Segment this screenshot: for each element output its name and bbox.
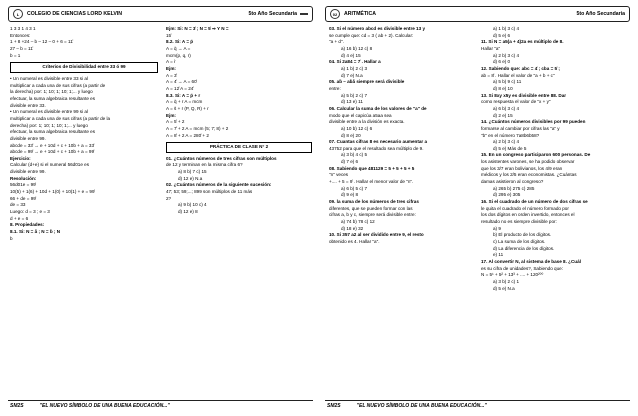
text-line: a) 2 b) 3 c) 4 [493, 139, 520, 145]
text-line: b) El producto de los dígitos. [493, 232, 552, 238]
text-line: a) 1 b) 3 c) 4 [493, 26, 520, 31]
footer-code: SM2S [10, 402, 24, 409]
text-line: A = 3̊ [166, 72, 177, 78]
text-line: a) 74 b) 78 c) 12 [341, 219, 375, 225]
text-line: de = 33 [10, 202, 26, 208]
text-line: A = q̊ → A = [166, 45, 191, 51]
text-line: A = 12̊ A = 24̊ [166, 85, 194, 91]
page-number [300, 13, 308, 15]
text-line: a) 3 b) 2 c) 1 [493, 278, 520, 284]
text-line: d) 7 e) N.a [341, 72, 363, 78]
text-line: damas asistieron al congreso? [481, 179, 544, 185]
text-line: A = 8̊ + 2 A = 280̊ + 2 [166, 132, 209, 138]
text-line: d) 13 e) 11 [341, 99, 363, 105]
right-column-1 [329, 26, 475, 396]
text-line: Ejm: [166, 112, 176, 118]
text-line: PRÁCTICA DE CLASE N° 2 [166, 142, 312, 153]
right-page-footer [325, 400, 630, 410]
text-line: a) 1 b) 2 c) 3 [341, 65, 368, 71]
text-line: Criterios de Divisibilidad entre 33 ó 99 [10, 62, 158, 73]
text-line: A = 7̊ + 2 A = mcm (5; 7; 8) + 2 [166, 125, 229, 131]
text-line: d) 9 e) 8 [341, 192, 359, 198]
text-line: d) 5 e) 6 [493, 32, 511, 38]
text-line: le quita el cuadrado el número formado por [481, 205, 569, 211]
text-line: divisible entre 99. [10, 169, 46, 175]
text-line: ab = 8̊ . Hallar el valor de "a + b + c" [481, 72, 555, 78]
text-line: d) 5 e) N.a [493, 285, 515, 291]
text-line: "a + d". [329, 39, 344, 45]
text-line: 56d01e = 99̊ [10, 182, 36, 188]
text-line: entre: [329, 85, 341, 91]
text-line: a) 10 b) 12 c) 6 [341, 125, 373, 131]
text-line: a) 6 b) 5 c) 7 [341, 185, 368, 191]
text-line: que los 3/7 eran bolivianos, los 4/9 eran [481, 165, 563, 171]
text-line: de 12 y terminan en la misma cifra 6? [166, 162, 243, 168]
text-line: Entonces: [10, 32, 31, 38]
text-line: Ejm: Si: N = 3̊ ; N = 5̊ ⇒ Y N = [166, 26, 229, 31]
text-line: los asistentes varones, se ha podido observar [481, 159, 575, 165]
text-line: 8. Propiedades: [10, 222, 45, 228]
grade-label: 5to Año Secundaria [576, 11, 625, 17]
text-line: se cumple que: cd = 3 ( ab + 2). Calcular: [329, 32, 414, 38]
text-line: a) 3 b) 4 c) 5 [341, 152, 368, 158]
text-line: médicos y los 2/5 eran economistas. ¿Cuántas [481, 172, 577, 178]
text-line: d) 4 e) 15 [341, 52, 361, 58]
text-line: 05. ab̊ – ab̊å siempre será divisible [329, 79, 405, 85]
text-line: Resolución: [10, 175, 37, 181]
left-column-1 [10, 26, 158, 396]
text-line: es su cifra de unidades?, Sabiendo que: [481, 265, 563, 271]
text-line: multiplicar a cada una de sus cifras (a partir de la [10, 115, 111, 121]
text-line: b = 1 [10, 52, 21, 58]
text-line: d) 8 e) 20 [341, 132, 361, 138]
text-line: 06. Calcular la suma de los valores de "a" de [329, 105, 427, 111]
text-line: d) 7 e) 6 [341, 159, 359, 165]
text-line: diferentes, que se pueden formar con las [329, 205, 413, 211]
left-page-header [8, 6, 313, 22]
text-line: c) La suma de los dígitos. [493, 239, 546, 244]
text-line: A = r̊ [166, 59, 176, 65]
text-line: divisible entre 33. [10, 102, 46, 108]
text-line: mcm(p, q, r) [166, 52, 191, 58]
text-line: 2? [166, 195, 172, 201]
text-line: la derecha) por: 1; 10; 1; 10; 1;... y luego [10, 89, 93, 95]
text-line: como respuesta el valor de "x + y" [481, 99, 551, 105]
text-line: a) 16 b) 12 c) 8 [341, 45, 373, 51]
text-line: a) 9 b) 10 c) 4 [178, 202, 207, 208]
footer-slogan: "EL NUEVO SÍMBOLO DE UNA BUENA EDUCACIÓN..." [39, 402, 170, 409]
text-line: e) 11 [493, 252, 504, 258]
text-line: 14. ¿Cuántos números divisibles por 99 pueden [481, 119, 586, 125]
left-page [8, 6, 313, 410]
text-line: efectuar, la suma algebraica resultante es [10, 95, 96, 101]
text-line: Calcular (d+e) si el numeral 56d01e es [10, 162, 90, 168]
text-line: formarse al cambiar por cifras las "a" y [481, 125, 560, 131]
text-line: 15. En un congreso participaron 600 personas. De [481, 152, 591, 158]
text-line: Ejm: [166, 65, 176, 71]
text-line: 01. ¿Cuántos números de tres cifras son múltiplos [166, 155, 277, 161]
text-line: 1 3 3 1 4 3 1 [10, 26, 36, 31]
right-page-header [325, 6, 630, 22]
footer-slogan: "EL NUEVO SÍMBOLO DE UNA BUENA EDUCACIÓN..." [356, 402, 487, 409]
school-logo-icon: L [13, 9, 23, 19]
text-line: 09. la suma de los números de tres cifras [329, 199, 419, 205]
grade-label: 5to Año Secundaria [248, 11, 297, 17]
text-line: divisible entre a la división es exacta. [329, 119, 405, 125]
text-line: d) 295 e) 305 [493, 192, 521, 198]
text-line: d) 2 e) 15 [493, 112, 513, 118]
text-line: d) 6 e) 0 [493, 59, 511, 65]
text-line: 10(5) + 1(6) + 10d + 1(0) + 10(1) + e = 99̊ [10, 189, 95, 195]
page-badge: 02 [330, 9, 340, 19]
text-line: 8.3. Si: A = p̊ + r [166, 92, 201, 98]
text-line: 8.2. Si: A = p̊ [166, 39, 194, 45]
school-name: COLEGIO DE CIENCIAS LORD KELVIN [27, 11, 123, 17]
text-line: 8.1. Si: N = å ; N = b̊ ; N [10, 229, 61, 235]
text-line: a) 8 b) 7 c) 15 [178, 169, 207, 175]
text-line: 43752 para que el resultado sea múltiplo de 9. [329, 145, 424, 151]
text-line: 47; 53; 59;...; 899 son múltiplos de 11 más [166, 189, 253, 195]
text-line: Luego: d = 3 ; e = 3 [10, 209, 50, 215]
text-line: A = s̊ + r (P, Q, R) + r [166, 105, 209, 111]
text-line: N = 5¹ + 5² + 13³ + .... + 120²⁰⁰ [481, 272, 544, 278]
text-line: abcde = 99̊ → e + 10d + c + 10b + a = 99̊ [10, 149, 95, 155]
text-line: Hallar "a" [481, 45, 501, 51]
text-line: d) 8 e) 10 [493, 85, 513, 91]
text-line: modo que el capicúa a5aa sea [329, 112, 392, 118]
text-line: a) 9 [493, 225, 501, 231]
text-line: efectuar, la suma algebraica resultante es [10, 129, 96, 135]
text-line: a) 6 b) 3 c) 4 [493, 105, 520, 111]
text-line: 16. Si el cuadrado de un número de dos cifras se [481, 199, 588, 205]
text-line: d) 5 e) Más de 5 [493, 145, 527, 151]
text-line: derecha) por: 1; 10; 1; 10; 1;... y luego [10, 122, 88, 128]
text-line: 02. ¿Cuántos números de la siguiente sucesión: [166, 182, 272, 188]
text-line: 04. Si 2a84 = 7̊ . Hallar a [329, 59, 381, 65]
text-line: d) La diferencia de los dígitos. [493, 245, 555, 251]
text-line: 15̊ [166, 32, 172, 38]
text-line: cifras a, b y c, siempre será divisible entre: [329, 212, 416, 218]
text-line: 1 + 8 +24 – b – 12 – 0 + 6 = 11̊ [10, 39, 73, 45]
text-line: a) 5 b) 2 c) 7 [341, 92, 368, 98]
text-line: obtenido es 4. Hallar "a". [329, 239, 380, 244]
text-line: "n" veces [329, 172, 349, 178]
text-line: 17. Al convertir N, al sistema de base 8. ¿Cuál [481, 258, 581, 264]
text-line: los dos dígitos en orden invertido, entonces el [481, 212, 575, 218]
text-line: resultado no es siempre divisible por: [481, 219, 557, 225]
text-line: d + e = 6 [10, 215, 29, 221]
footer-code: SM2S [327, 402, 341, 409]
right-column-2 [481, 26, 629, 396]
text-line: Ejercicio: [10, 155, 31, 161]
text-line: d) 18 e) 32 [341, 225, 364, 231]
text-line: • Un numeral es divisible entre 33 si al [10, 75, 88, 81]
text-line: multiplicar a cada una de sus cifras (a partir de [10, 82, 106, 88]
text-line: 13. Si 8xy x5y es divisible entre 88. Dar [481, 92, 567, 98]
text-line: d) 12 e) N.a [178, 175, 203, 181]
text-line: A = q̊ + r A = mcm [166, 99, 203, 105]
right-page [325, 6, 630, 410]
subject-title: ARITMÉTICA [344, 11, 376, 17]
text-line: 08. Sabiendo que 481129 = 5 + 5 + 5 + 5 [329, 165, 415, 171]
text-line: "b" en el número 7a8b6b58? [481, 132, 540, 138]
text-line: divisible entre 99. [10, 135, 46, 141]
text-line: 10. Si 357 a2 al ser dividido entre 9, el resto [329, 232, 424, 238]
text-line: +.... + 5 = 9̊ . Hallar el menor valor de "n". [329, 179, 414, 185]
text-line: a) 2 b) 3 c) 4 [493, 52, 520, 58]
text-line: 12. Sabiendo que: abc = 4̊ ; cba = 5̊ ; [481, 65, 560, 71]
left-page-footer [8, 400, 313, 410]
text-line: A = 5̊ + 2 [166, 119, 185, 125]
text-line: d) 12 e) 8 [178, 209, 198, 215]
text-line: A = 4̊ → A = 60̊ [166, 79, 197, 85]
text-line: 66 + de = 99̊ [10, 195, 36, 201]
text-line: b [10, 235, 13, 241]
text-line: a) 5 b) 9 c) 11 [493, 79, 522, 85]
left-column-2 [166, 26, 312, 396]
text-line: 03. Si el número abcd es divisible entre 13 y [329, 26, 425, 31]
text-line: abcde = 33̊ → e + 10d + c + 10b + a = 33̊ [10, 142, 95, 148]
text-line: 27 – b = 11̊ [10, 45, 33, 51]
text-line: 07. Cuantas cifras 8 es necesario aumentar a [329, 139, 428, 145]
text-line: a) 265 b) 275 c) 285 [493, 185, 535, 191]
text-line: 11. Si N = a5(a + 4)2a es múltiplo de 8. [481, 39, 564, 45]
text-line: • Un numeral es divisible entre 99 si al [10, 109, 88, 115]
